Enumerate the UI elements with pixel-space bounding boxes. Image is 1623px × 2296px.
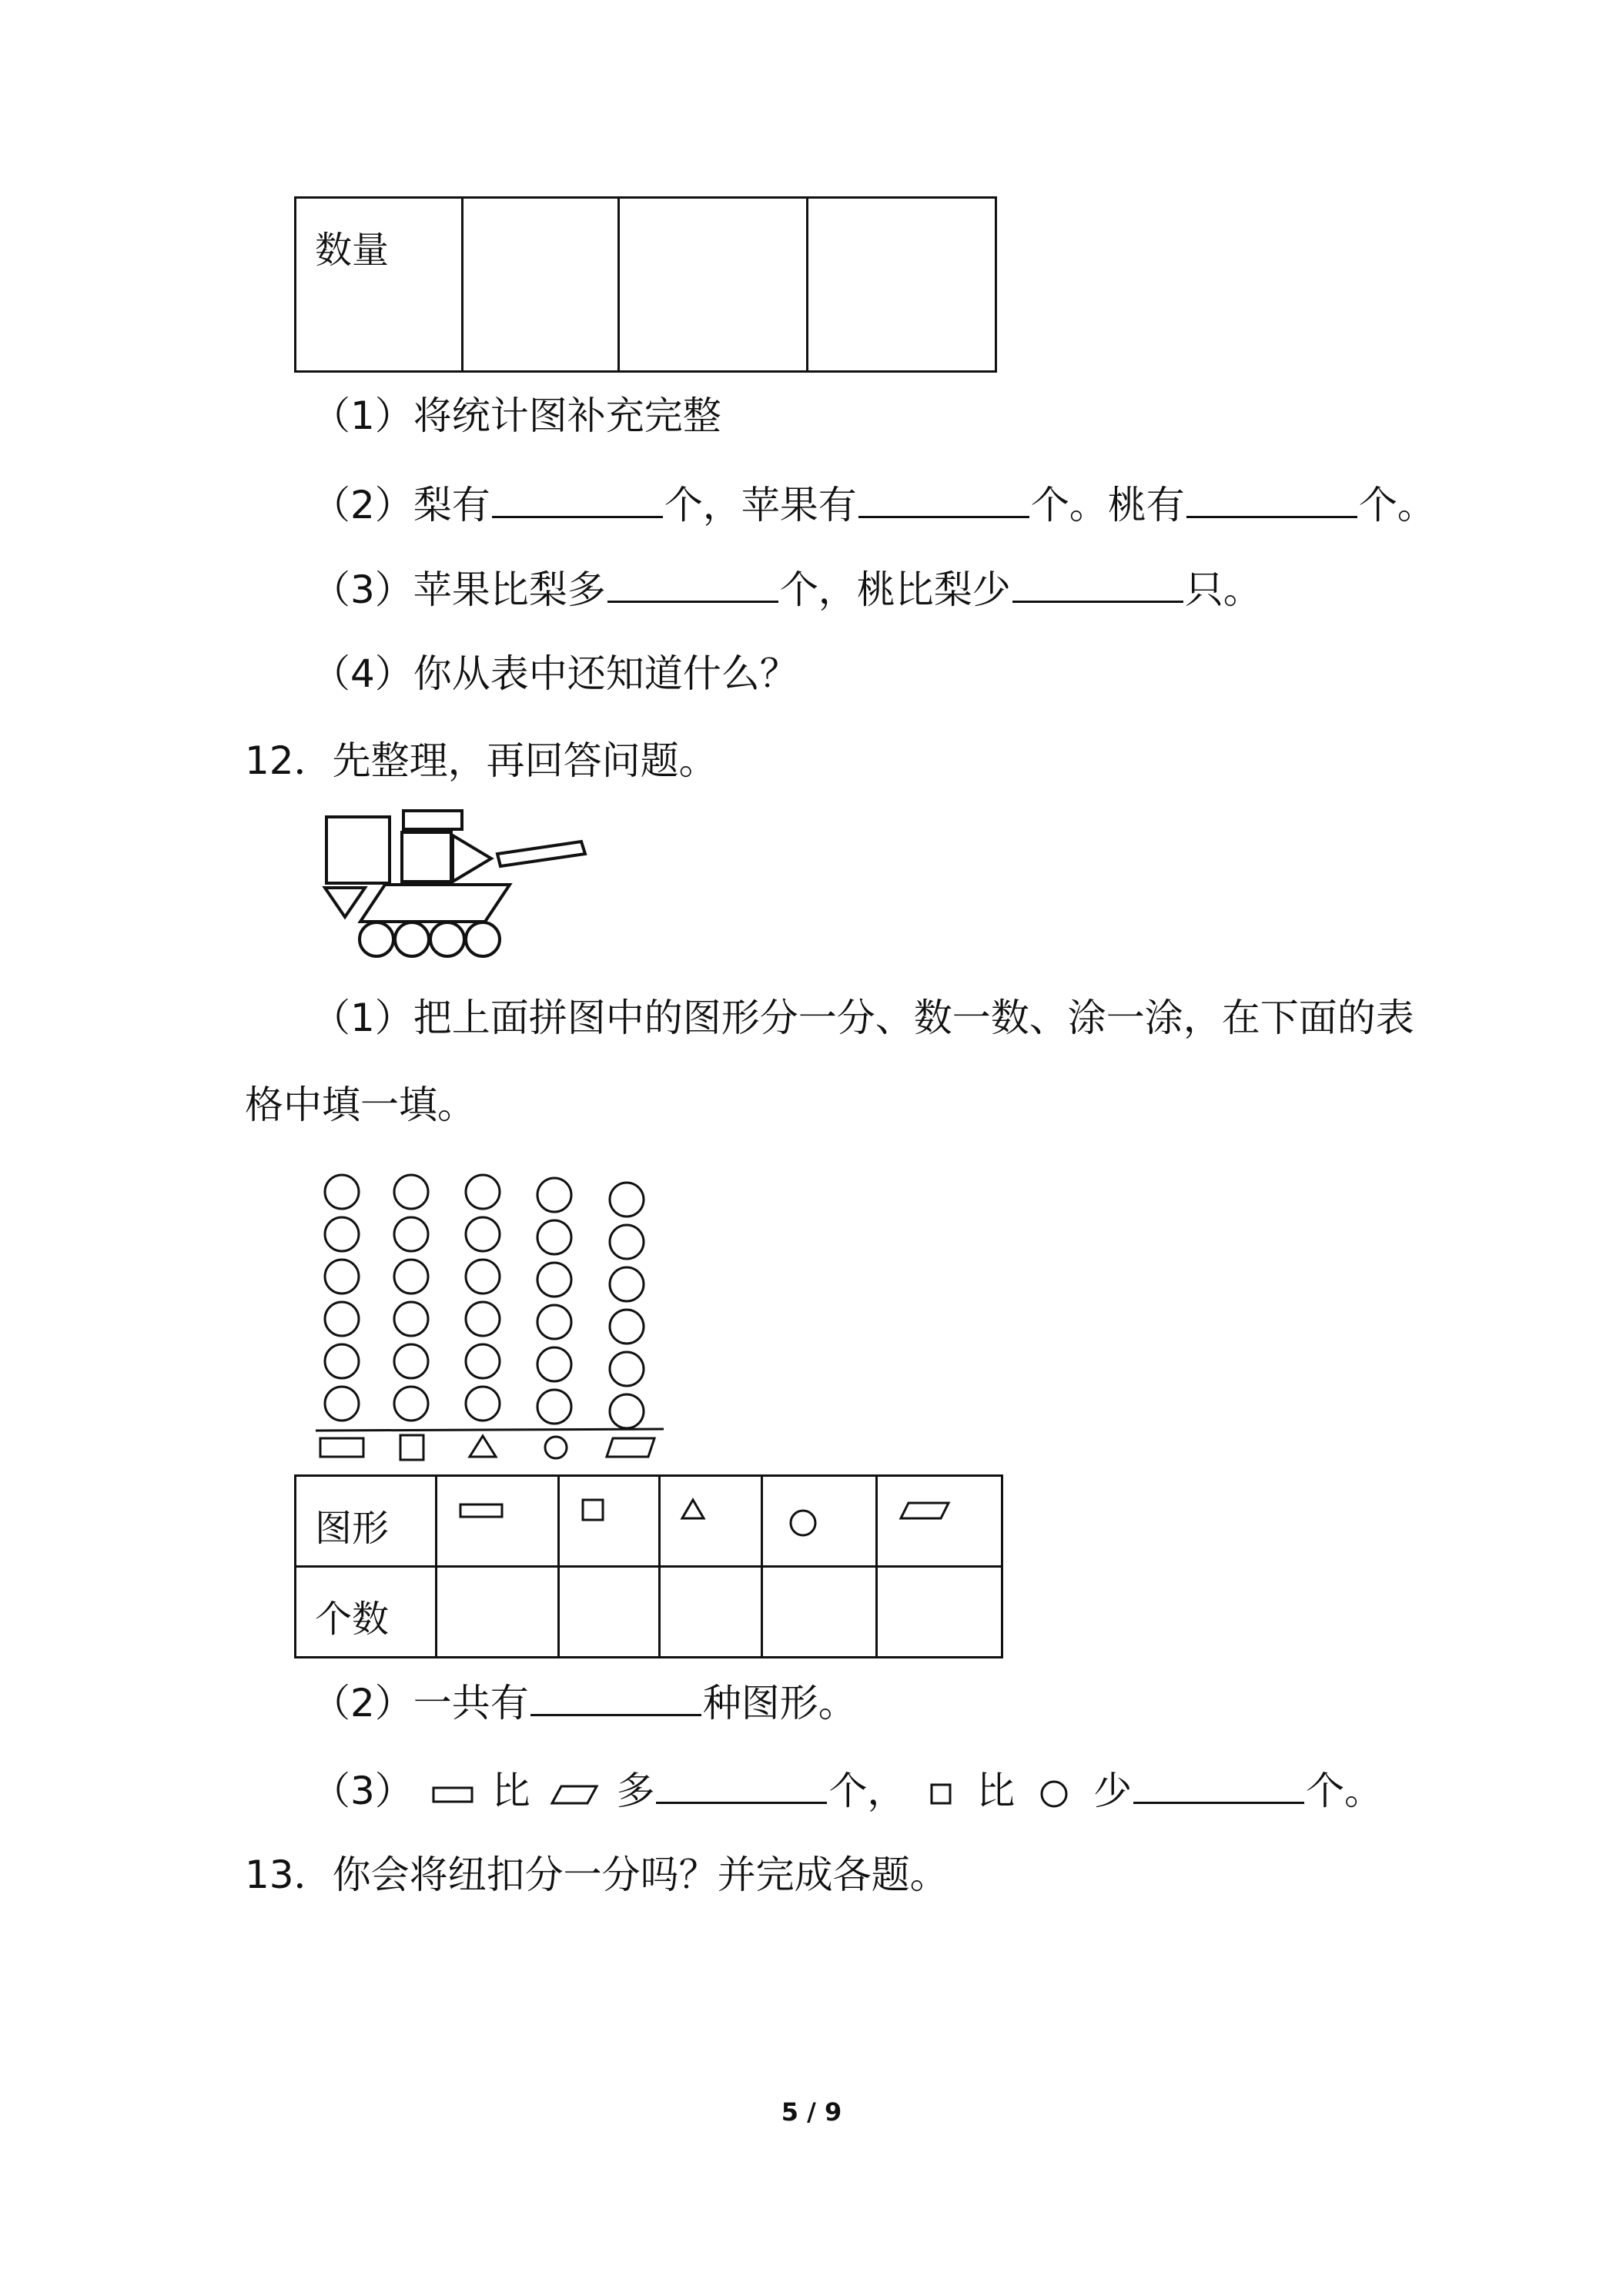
chart-circle [466,1217,500,1251]
q11-part2-text-d: 个。 [1358,483,1436,527]
chart-circle [394,1344,428,1378]
chart-column-square [394,1175,428,1421]
q11-part2-text-b: 个，苹果有 [664,483,857,527]
chart-circle [325,1344,359,1378]
count-input-rectangle[interactable] [437,1567,559,1658]
q11-part2-text-c: 个。桃有 [1030,483,1185,527]
circle-icon [763,1477,875,1538]
answer-blank-rect-more[interactable] [656,1765,827,1804]
q12-part3-ge2: 个。 [1306,1769,1384,1813]
q12-part1-line1: （1）把上面拼图中的图形分一分、数一数、涂一涂，在下面的表 [312,996,1414,1040]
chart-circle [537,1220,571,1254]
chart-circle [325,1302,359,1336]
coloring-chart [308,1155,678,1451]
count-input-parallelogram[interactable] [877,1567,1002,1658]
chart-circle [466,1260,500,1294]
legend-parallelogram-icon [607,1438,654,1457]
puzzle-wheel-2 [395,922,429,956]
chart-circle [394,1302,428,1336]
shape-cell-rectangle [437,1476,559,1567]
q11-part3-text-c: 只。 [1184,567,1262,612]
chart-circle [610,1310,644,1344]
q11-part2 [312,479,1436,528]
q11-part2-text-a: （2）梨有 [312,483,490,527]
q12-part3 [312,1765,1383,1814]
row-label-cell-shape [296,1476,437,1567]
row-label-shape: 图形 [315,1507,390,1550]
rectangle-icon [426,1779,480,1809]
count-input-circle[interactable] [762,1567,877,1658]
shape-count-table [294,1474,1003,1658]
puzzle-wheel-1 [360,922,393,956]
q13-heading: 13．你会将纽扣分一分吗？并完成各题。 [245,1853,949,1897]
legend-triangle-icon [470,1436,496,1457]
legend-square-icon [400,1435,423,1460]
chart-circle [325,1387,359,1421]
chart-column-parallelogram [610,1183,644,1428]
chart-column-circle [537,1178,571,1424]
answer-blank-apple[interactable] [858,479,1029,518]
row-label-cell-count [296,1567,437,1658]
q11-part1: （1）将统计图补充完整 [312,393,721,438]
chart-circle [394,1217,428,1251]
answer-blank-square-less[interactable] [1133,1765,1304,1804]
puzzle-triangle-down [325,888,365,917]
square-icon [918,1779,964,1809]
chart-circle [610,1394,644,1428]
puzzle-triangle-right [453,835,491,882]
puzzle-square-large [326,817,390,883]
shape-cell-parallelogram [877,1476,1002,1567]
chart-baseline [316,1429,664,1431]
puzzle-wheel-3 [430,922,464,956]
chart-circle [466,1387,500,1421]
q12-part2-text-b: 种图形。 [702,1681,857,1725]
q12-part3-prefix: （3） [312,1769,413,1813]
parallelogram-icon [543,1779,604,1809]
puzzle-rectangle-barrel [497,842,585,866]
count-input-triangle[interactable] [660,1567,762,1658]
q12-part3-duo: 多 [616,1769,655,1813]
q12-part3-bi2: 比 [976,1769,1016,1813]
square-icon [560,1477,658,1523]
rectangle-icon [437,1477,557,1523]
triangle-icon [661,1477,761,1523]
circle-icon [1027,1777,1081,1811]
chart-circle [537,1178,571,1212]
answer-blank-peach-less[interactable] [1012,564,1183,603]
tank-puzzle-figure [308,805,601,970]
count-cell-2 [619,198,808,372]
puzzle-parallelogram-body [360,885,510,922]
count-cell-3 [808,198,996,372]
count-label-cell [296,198,463,372]
chart-circle [325,1260,359,1294]
shape-cell-square [559,1476,660,1567]
chart-column-triangle [466,1175,500,1421]
q12-part2-text-a: （2）一共有 [312,1681,529,1725]
answer-blank-apple-more[interactable] [607,564,778,603]
chart-circle [466,1175,500,1209]
q11-part3 [312,564,1262,613]
q12-heading: 12．先整理，再回答问题。 [245,738,718,783]
chart-circle [610,1225,644,1259]
chart-circle [466,1344,500,1378]
chart-circle [537,1305,571,1339]
chart-circle [537,1347,571,1381]
chart-circle [610,1183,644,1217]
chart-circle [394,1175,428,1209]
chart-circle [610,1267,644,1301]
q11-part3-text-a: （3）苹果比梨多 [312,567,606,612]
puzzle-wheel-4 [466,922,500,956]
shape-cell-triangle [660,1476,762,1567]
count-input-square[interactable] [559,1567,660,1658]
q12-part1-line2: 格中填一填。 [245,1083,476,1127]
parallelogram-icon [878,1477,1001,1523]
answer-blank-peach[interactable] [1186,479,1357,518]
row-label-count: 个数 [315,1598,390,1641]
chart-circle [537,1263,571,1297]
q12-part3-shao: 少 [1093,1769,1133,1813]
chart-circle [610,1352,644,1386]
chart-circle [466,1302,500,1336]
q11-part3-text-b: 个，桃比梨少 [779,567,1011,612]
chart-column-rectangle [325,1175,359,1421]
q11-part4: （4）你从表中还知道什么？ [312,651,798,696]
chart-circle [325,1175,359,1209]
puzzle-rectangle-top [403,811,462,829]
chart-circle [394,1260,428,1294]
answer-blank-pear[interactable] [492,479,663,518]
legend-circle-icon [545,1437,567,1458]
q12-part2 [312,1677,857,1726]
chart-circle [325,1217,359,1251]
legend-rectangle-icon [320,1438,363,1457]
answer-blank-shape-kinds[interactable] [530,1677,701,1716]
count-table-top [294,196,997,373]
chart-circle [537,1390,571,1424]
count-cell-1 [463,198,619,372]
shape-cell-circle [762,1476,877,1567]
count-label: 数量 [315,229,390,272]
page-number: 5 / 9 [781,2097,842,2127]
q12-part3-ge1: 个， [828,1769,906,1813]
puzzle-square-small [402,832,451,882]
chart-circle [394,1387,428,1421]
q12-part3-bi1: 比 [491,1769,530,1813]
